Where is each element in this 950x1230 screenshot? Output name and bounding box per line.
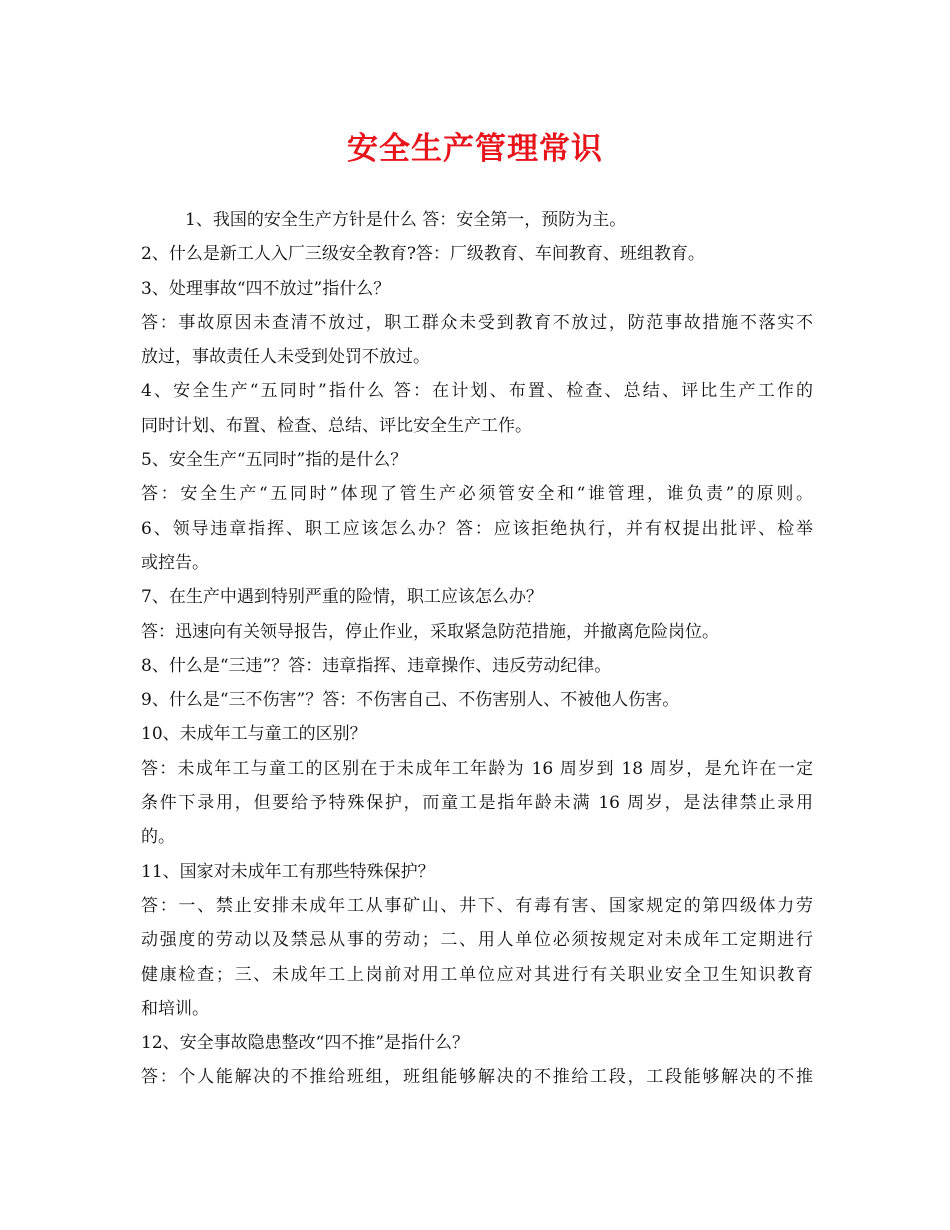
text-line: 12、安全事故隐患整改“四不推”是指什么？ — [141, 1033, 470, 1054]
text-line: 5、安全生产“五同时”指的是什么？ — [141, 450, 408, 471]
text-line: 3、处理事故“四不放过”指什么？ — [141, 278, 391, 299]
text-line: 同时计划、布置、检查、总结、评比安全生产工作。 — [141, 415, 532, 436]
text-line: 10、未成年工与童工的区别？ — [141, 724, 367, 745]
text-line: 9、什么是“三不伤害”？答：不伤害自己、不伤害别人、不被他人伤害。 — [141, 690, 680, 711]
text-line: 11、国家对未成年工有那些特殊保护？ — [141, 861, 435, 882]
text-line: 6、领导违章指挥、职工应该怎么办？答：应该拒绝执行，并有权提出批评、检举 — [141, 518, 813, 539]
text-line: 答：个人能解决的不推给班组，班组能够解决的不推给工段，工段能够解决的不推 — [141, 1067, 813, 1088]
text-line: 和培训。 — [141, 998, 209, 1019]
text-line: 动强度的劳动以及禁忌从事的劳动；二、用人单位必须按规定对未成年工定期进行 — [141, 930, 813, 951]
text-line: 4、安全生产“五同时”指什么 答：在计划、布置、检查、总结、评比生产工作的 — [141, 381, 813, 402]
text-line: 答：事故原因未查清不放过，职工群众未受到教育不放过，防范事故措施不落实不 — [141, 312, 813, 333]
text-line: 条件下录用，但要给予特殊保护，而童工是指年龄未满 16 周岁，是法律禁止录用 — [141, 793, 813, 814]
text-line: 健康检查；三、未成年工上岗前对用工单位应对其进行有关职业安全卫生知识教育 — [141, 964, 813, 985]
text-line: 答：安全生产“五同时”体现了管生产必须管安全和“谁管理，谁负责”的原则。 — [141, 484, 813, 505]
text-line: 答：未成年工与童工的区别在于未成年工年龄为 16 周岁到 18 周岁，是允许在一定 — [141, 758, 813, 779]
document-body — [141, 203, 813, 1095]
document-title: 安全生产管理常识 — [347, 131, 603, 167]
text-line: 答：迅速向有关领导报告，停止作业，采取紧急防范措施，并撤离危险岗位。 — [141, 621, 719, 642]
text-line: 放过，事故责任人未受到处罚不放过。 — [141, 347, 430, 368]
text-line: 8、什么是“三违”？答：违章指挥、违章操作、违反劳动纪律。 — [141, 655, 612, 676]
text-line: 7、在生产中遇到特别严重的险情，职工应该怎么办？ — [141, 587, 543, 608]
text-line: 答：一、禁止安排未成年工从事矿山、井下、有毒有害、国家规定的第四级体力劳 — [141, 895, 813, 916]
text-line: 1、我国的安全生产方针是什么 答：安全第一，预防为主。 — [185, 210, 627, 230]
text-line: 2、什么是新工人入厂三级安全教育?答：厂级教育、车间教育、班组教育。 — [141, 244, 705, 265]
text-line: 或控告。 — [141, 552, 209, 573]
text-line: 的。 — [141, 827, 175, 848]
